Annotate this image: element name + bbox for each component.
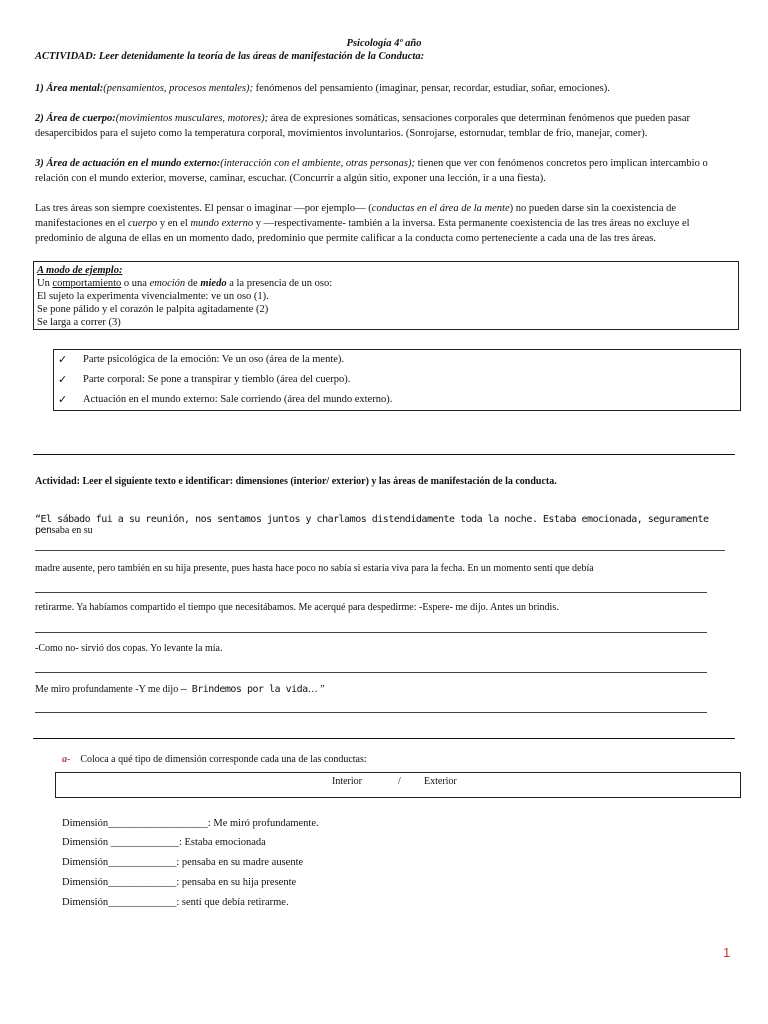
checklist-text: Parte corporal: Se pone a transpirar y tiemblo (área del cuerpo).	[83, 374, 351, 385]
question-label: a-	[62, 754, 71, 765]
story-line-5	[35, 684, 325, 695]
question-text: Coloca a qué tipo de dimensión corresponde cada una de las conductas:	[80, 754, 367, 765]
coexist-italic: conductas en el área de la mente	[371, 203, 510, 214]
story-text: Me miro profundamente -Y me dijo	[35, 684, 181, 695]
example-line	[37, 277, 734, 290]
coexist-text: Las tres áreas son siempre coexistentes. El pensar o imaginar —por ejemplo— (	[35, 203, 372, 214]
coexist-text: y —respectivamente- también a la inversa. Esta permanente coexistencia de las tres áreas no excluye el predominio de alguna de ellas en un momento dado, predominio que permite calificar a la conducta como perteneciente a cada una de las tres áreas.	[35, 218, 690, 244]
area-paren: (pensamientos, procesos mentales);	[103, 83, 254, 94]
check-icon: ✓	[58, 354, 68, 366]
check-icon: ✓	[58, 374, 68, 386]
example-underlined: comportamiento	[52, 278, 122, 289]
dimension-row[interactable]: Dimensión_____________: sentí que debía retirarme.	[62, 897, 289, 908]
story-line-4: -Como no- sirvió dos copas. Yo levante la mía.	[35, 643, 223, 654]
coexist-text: y en el	[157, 218, 191, 229]
story-handwritten: – Brindemos por la vida	[180, 684, 308, 695]
story-line-3: retirarme. Ya habíamos compartido el tiempo que necesitábamos. Me acerqué para despedirme: -Espere- me dijo. Antes un brindis.	[35, 602, 559, 613]
question-a	[62, 754, 367, 765]
area-paren: (interacción con el ambiente, otras personas);	[220, 158, 415, 169]
checklist-box	[53, 349, 741, 411]
area-label: 1) Área mental:	[35, 83, 104, 94]
area-mental	[35, 81, 740, 96]
section-divider	[33, 738, 735, 739]
dimension-row[interactable]: Dimensión_____________: pensaba en su hija presente	[62, 877, 297, 888]
checklist-item	[58, 392, 740, 412]
answer-line[interactable]	[35, 712, 707, 713]
example-line: Se larga a correr (3)	[37, 317, 121, 328]
area-label: 2) Área de cuerpo:	[35, 113, 116, 124]
example-box	[33, 261, 739, 330]
example-line: El sujeto la experimenta vivencialmente: ve un oso (1).	[37, 291, 269, 302]
example-text: a la presencia de un oso:	[226, 278, 333, 289]
example-text: de	[185, 278, 201, 289]
story-text: saba en su	[51, 525, 93, 536]
checklist-item	[58, 352, 740, 372]
area-text: fenómenos del pensamiento (imaginar, pensar, recordar, estudiar, soñar, emociones).	[253, 83, 610, 94]
area-text: tienen que ver con fenómenos concretos pero implican intercambio o relación con el mundo exterior, moverse, caminar, escuchar. (Concurrir a algún sitio, exponer una lección, ir a una fiesta).	[35, 158, 708, 184]
story-line-1	[35, 514, 735, 536]
example-bold: miedo	[200, 278, 227, 289]
answer-line[interactable]	[35, 672, 707, 673]
coexist-italic: cuerpo	[128, 218, 158, 229]
area-externo	[35, 156, 740, 186]
area-text: área de expresiones somáticas, sensaciones corporales que determinan fenómenos que pueden pasar desapercibidos para el sujeto como la temperatura corporal, movimientos involuntarios. (Sonrojarse, estornudar, temblar de frío, manejar, comer).	[35, 113, 690, 139]
example-italic: emoción	[149, 278, 186, 289]
answer-line[interactable]	[35, 632, 707, 633]
page-title: Psicología 4º año	[346, 38, 422, 49]
section-divider	[33, 454, 735, 455]
checklist-item	[58, 372, 740, 392]
option-separator: /	[398, 776, 401, 787]
check-icon: ✓	[58, 394, 68, 406]
example-heading: A modo de ejemplo:	[37, 265, 123, 276]
story-text: … ”	[307, 684, 325, 695]
option-exterior: Exterior	[424, 776, 457, 787]
area-paren: (movimientos musculares, motores);	[115, 113, 269, 124]
example-text: Un	[37, 278, 53, 289]
coexist-paragraph	[35, 201, 740, 246]
activity-instruction: ACTIVIDAD: Leer detenidamente la teoría de las áreas de manifestación de la Conducta:	[35, 51, 425, 62]
option-interior: Interior	[332, 776, 362, 787]
activity2-instruction: Actividad: Leer el siguiente texto e identificar: dimensiones (interior/ exterior) y las áreas de manifestación de la conducta.	[35, 476, 557, 487]
dimension-row[interactable]: Dimensión___________________: Me miró profundamente.	[62, 818, 319, 829]
dimension-options-box	[55, 772, 741, 798]
story-line-2: madre ausente, pero también en su hija presente, pues hasta hace poco no sabía si estaría viva para la fecha. En un momento sentí que debía	[35, 563, 594, 574]
coexist-italic: mundo externo	[190, 218, 254, 229]
checklist-text: Actuación en el mundo externo: Sale corriendo (área del mundo externo).	[83, 394, 393, 405]
page-number: 1	[723, 945, 731, 960]
story-handwritten: “El sábado fui a su reunión, nos sentamos juntos y charlamos distendidamente toda la noche. Estaba emocionada, seguramente pen	[35, 514, 709, 536]
dimension-row[interactable]: Dimensión_____________: pensaba en su madre ausente	[62, 857, 304, 868]
answer-line[interactable]	[35, 592, 707, 593]
dimension-row[interactable]: Dimensión _____________: Estaba emocionada	[62, 837, 266, 848]
coexist-text: ) no pueden darse sin la coexistencia de manifestaciones en el	[35, 203, 677, 229]
answer-line[interactable]	[35, 550, 725, 551]
area-label: 3) Área de actuación en el mundo externo:	[35, 158, 221, 169]
area-cuerpo	[35, 111, 740, 141]
example-text: o una	[121, 278, 150, 289]
example-line: Se pone pálido y el corazón le palpita agitadamente (2)	[37, 304, 269, 315]
checklist-text: Parte psicológica de la emoción: Ve un oso (área de la mente).	[83, 354, 345, 365]
